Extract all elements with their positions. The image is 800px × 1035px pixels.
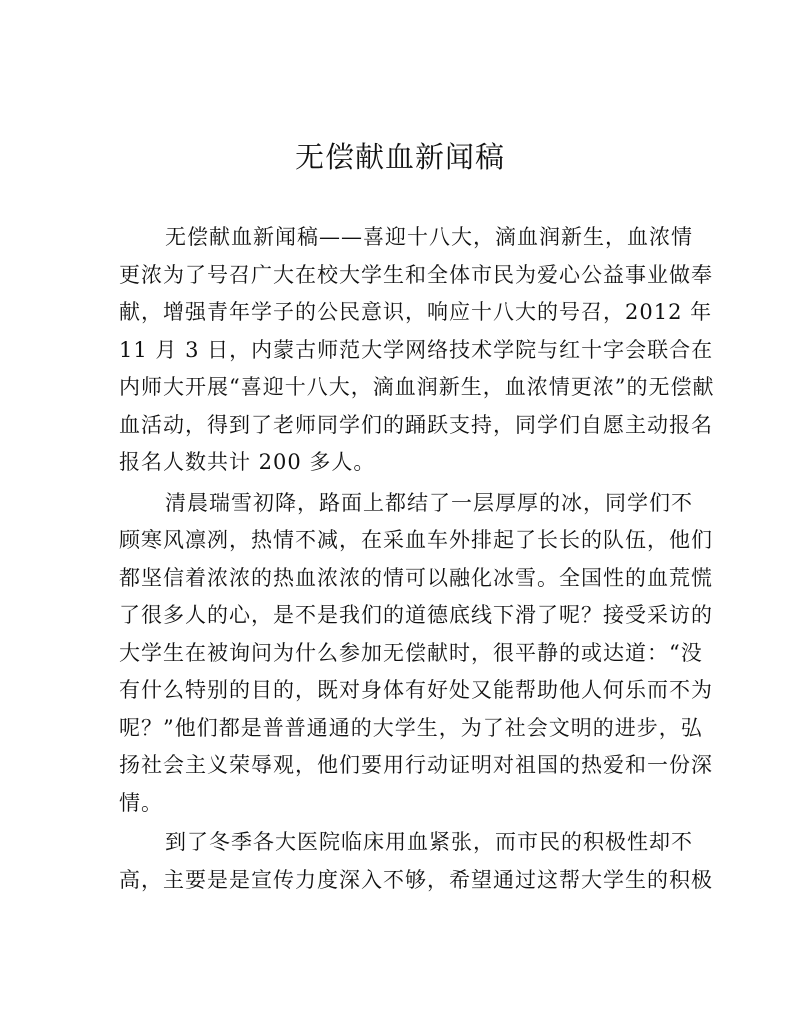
paragraph-3-line-1: 到了冬季各大医院临床用血紧张，而市民的积极性却不	[165, 830, 693, 854]
paragraph-1-line-2: 更浓为了号召广大在校大学生和全体市民为爱心公益事业做奉	[119, 263, 713, 287]
paragraph-2-line-5: 大学生在被询问为什么参加无偿献时，很平静的或达道：“没	[119, 641, 703, 665]
document-title: 无偿献血新闻稿	[294, 140, 505, 174]
paragraph-1-line-6: 血活动，得到了老师同学们的踊跃支持，同学们自愿主动报名	[119, 413, 713, 437]
paragraph-2-line-7: 呢？”他们都是普普通通的大学生，为了社会文明的进步，弘	[119, 716, 703, 740]
paragraph-2-line-9: 情。	[119, 791, 163, 815]
paragraph-1-line-1: 无偿献血新闻稿——喜迎十八大，滴血润新生，血浓情	[165, 225, 693, 249]
paragraph-2-line-8: 扬社会主义荣辱观，他们要用行动证明对祖国的热爱和一份深	[119, 753, 713, 777]
paragraph-2-line-2: 顾寒风凛冽，热情不减，在采血车外排起了长长的队伍，他们	[119, 528, 713, 552]
paragraph-1-line-4: 11 月 3 日，内蒙古师范大学网络技术学院与红十字会联合在	[119, 338, 714, 362]
paragraph-1-line-7: 报名人数共计 200 多人。	[119, 450, 376, 474]
paragraph-1-line-3: 献，增强青年学子的公民意识，响应十八大的号召，2012 年	[119, 300, 713, 324]
paragraph-2-line-4: 了很多人的心，是不是我们的道德底线下滑了呢？接受采访的	[119, 603, 713, 627]
paragraph-2-line-6: 有什么特别的目的，既对身体有好处又能帮助他人何乐而不为	[119, 678, 713, 702]
paragraph-2-line-3: 都坚信着浓浓的热血浓浓的情可以融化冰雪。全国性的血荒慌	[119, 566, 713, 590]
paragraph-1-line-5: 内师大开展“喜迎十八大，滴血润新生，血浓情更浓”的无偿献	[119, 375, 715, 399]
paragraph-3-line-2: 高，主要是是宣传力度深入不够，希望通过这帮大学生的积极	[119, 868, 713, 892]
paragraph-2-line-1: 清晨瑞雪初降，路面上都结了一层厚厚的冰，同学们不	[165, 491, 693, 515]
